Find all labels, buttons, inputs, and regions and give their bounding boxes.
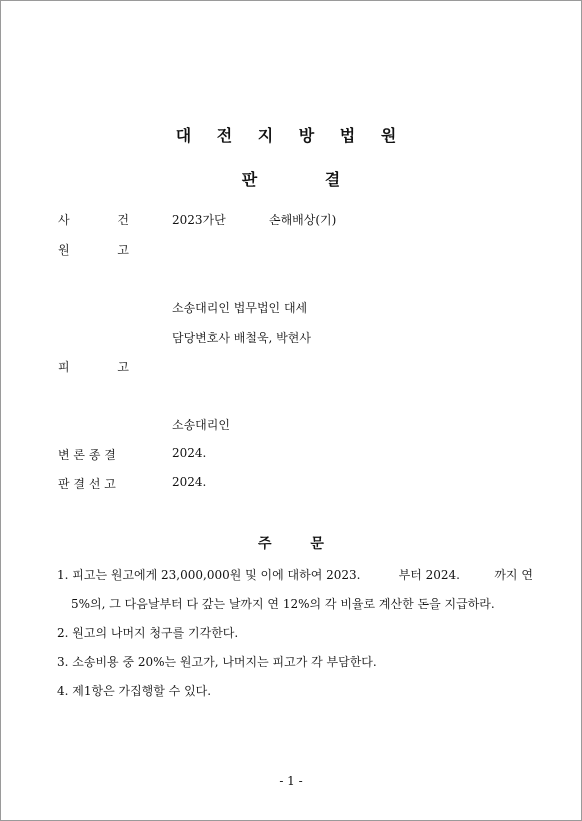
order-item: 3. 소송비용 중 20%는 원고가, 나머지는 피고가 각 부담한다. xyxy=(57,655,377,669)
case-name: 손해배상(기) xyxy=(269,213,337,227)
closing-date: 2024. xyxy=(172,446,207,460)
plaintiff-agent: 소송대리인 법무법인 대세 xyxy=(172,301,308,315)
defendant-label: 피 고 xyxy=(58,360,129,374)
closing-label: 변 론 종 결 xyxy=(58,448,116,462)
case-label: 사 건 xyxy=(58,213,129,227)
defendant-agent: 소송대리인 xyxy=(172,418,230,432)
document-type: 판 결 xyxy=(241,170,341,189)
order-item: 4. 제1항은 가집행할 수 있다. xyxy=(57,684,212,698)
order-item: 2. 원고의 나머지 청구를 기각한다. xyxy=(57,626,239,640)
court-name: 대 전 지 방 법 원 xyxy=(175,126,407,145)
order-title: 주 문 xyxy=(258,536,324,552)
order-item: 1. 피고는 원고에게 23,000,000원 및 이에 대하여 2023. 부터 2024. 까지 연 xyxy=(57,568,533,582)
case-number: 2023가단 xyxy=(172,213,226,227)
plaintiff-label: 원 고 xyxy=(58,243,129,257)
plaintiff-attorneys: 담당변호사 배철욱, 박현사 xyxy=(172,331,311,345)
ruling-label: 판 결 선 고 xyxy=(58,477,116,491)
ruling-date: 2024. xyxy=(172,475,207,489)
order-item-continuation: 5%의, 그 다음날부터 다 갚는 날까지 연 12%의 각 비율로 계산한 돈을 지급하라. xyxy=(71,597,495,611)
page-number: - 1 - xyxy=(279,774,303,788)
